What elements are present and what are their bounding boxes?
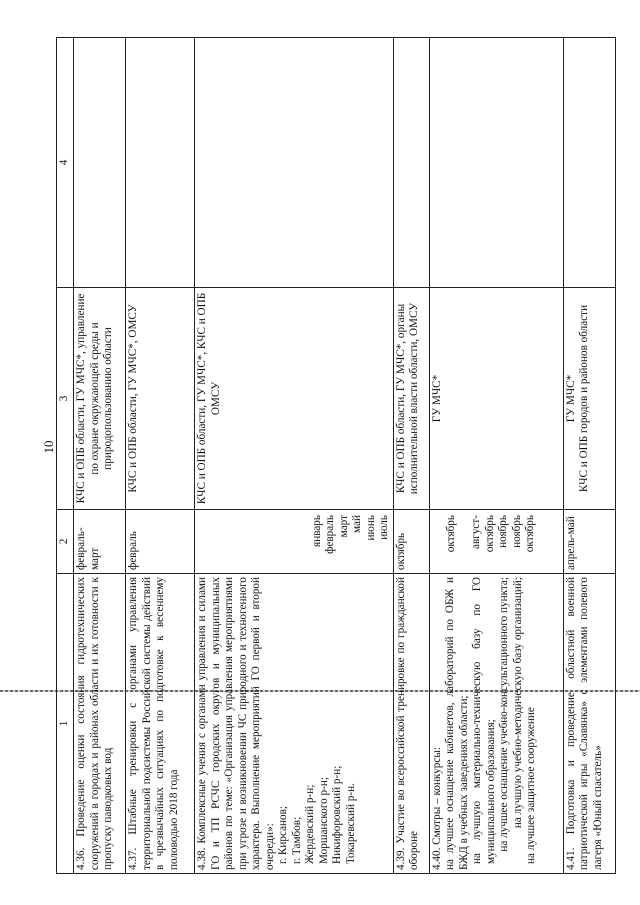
table-row xyxy=(126,38,195,874)
event-cell: 4.41. Подготовка и проведение областной военной патриотической игры «Славянка» с элементами полевого лагеря «Юный спасатель» xyxy=(563,574,615,874)
header-col-1: 1 xyxy=(57,574,74,874)
sub-item: г. Тамбов; xyxy=(290,816,303,864)
table-row xyxy=(429,38,563,874)
sub-period: октябрь xyxy=(524,515,537,553)
executors-cell: КЧС и ОПБ области, ГУ МЧС*, КЧС и ОПБ ОМСУ xyxy=(195,288,394,510)
period-cell: апрель-май xyxy=(563,510,615,574)
table-row xyxy=(563,38,615,874)
events-table xyxy=(56,37,616,874)
event-cell xyxy=(429,574,563,874)
table-header-row xyxy=(57,38,74,874)
executors-cell: КЧС и ОПБ области, ГУ МЧС*, управление по охране окружающей среды и природопользованию области xyxy=(74,288,126,510)
page-number: 10 xyxy=(41,440,56,454)
sub-item: Токаревский р-н. xyxy=(344,783,357,864)
executor-line: ГУ МЧС* xyxy=(564,374,577,423)
sub-period: июль xyxy=(378,515,391,540)
sub-item: на лучшую учебно-методическую базу организаций; xyxy=(511,577,524,829)
table-row xyxy=(74,38,126,874)
executors-cell: КЧС и ОПБ области, ГУ МЧС*, ОМСУ xyxy=(126,288,195,510)
sub-period: январь xyxy=(310,515,323,547)
sub-item: на лучшее оснащение кабинетов, лабораторий по ОБЖ и БЖД в учебных заведениях области; xyxy=(444,577,470,870)
event-text: 4.38. Комплексные учения с органами управления и силами ГО и ТП РСЧС городских округов и муниципальных районов по теме: «Организация управления мероприятиями при угрозе и возникновении ЧС природного и техногенного характера. Выполнение мероприятий ГО первой и второй очереди»: xyxy=(196,577,276,870)
sub-period: ноябрь xyxy=(497,515,510,548)
sub-period: май xyxy=(351,515,364,533)
header-col-2: 2 xyxy=(57,510,74,574)
period-cell: октябрь xyxy=(393,510,429,574)
sub-period: июнь xyxy=(364,515,377,541)
header-col-4: 4 xyxy=(57,38,74,288)
period-cell: февраль-март xyxy=(74,510,126,574)
executor-line: КЧС и ОПБ городов и районов области xyxy=(578,304,591,493)
note-cell xyxy=(195,38,394,288)
rotated-page xyxy=(56,38,616,874)
period-cell: февраль xyxy=(126,510,195,574)
sub-item: на лучшее защитное сооружение xyxy=(525,707,538,864)
event-cell: 4.36. Проведение оценки состояния гидротехнических сооружений в городах и районах области и их готовности к пропуску паводковых вод xyxy=(74,574,126,874)
event-cell xyxy=(195,574,394,874)
sub-period: август-октябрь xyxy=(470,515,496,553)
sub-item: на лучшую материально-техническую базу по ГО муниципального образования; xyxy=(471,577,497,864)
event-cell: 4.39. Участие во всероссийской тренировке по гражданской обороне xyxy=(393,574,429,874)
note-cell xyxy=(126,38,195,288)
table-row xyxy=(195,38,394,874)
note-cell xyxy=(429,38,563,288)
note-cell xyxy=(563,38,615,288)
header-col-3: 3 xyxy=(57,288,74,510)
sub-period: ноябрь xyxy=(510,515,523,548)
sub-period: март xyxy=(337,515,350,538)
executors-cell: ГУ МЧС* xyxy=(429,288,563,510)
sub-item: Никифоровский р-н; xyxy=(331,765,344,864)
note-cell xyxy=(393,38,429,288)
note-cell xyxy=(74,38,126,288)
table-row xyxy=(393,38,429,874)
sub-item: Жердевский р-н; xyxy=(304,784,317,864)
sub-period: октябрь xyxy=(444,515,457,553)
sub-period: февраль xyxy=(324,515,337,554)
executors-cell xyxy=(563,288,615,510)
sub-item: Моршанского р-н; xyxy=(317,777,330,864)
period-cell xyxy=(195,510,394,574)
period-cell xyxy=(429,510,563,574)
event-cell: 4.37. Штабные тренировки с органами управления территориальной подсистемы Российской системы действий в чрезвычайных ситуациях по подготовке к весеннему половодью 2018 года xyxy=(126,574,195,874)
executors-cell: КЧС и ОПБ области, ГУ МЧС*, органы исполнительной власти области, ОМСУ xyxy=(393,288,429,510)
sub-item: на лучшее оснащение учебно-консультационного пункта; xyxy=(498,577,511,852)
event-text: 4.40. Смотры – конкурсы: xyxy=(430,747,443,870)
sub-item: г. Кирсанов; xyxy=(277,805,290,864)
